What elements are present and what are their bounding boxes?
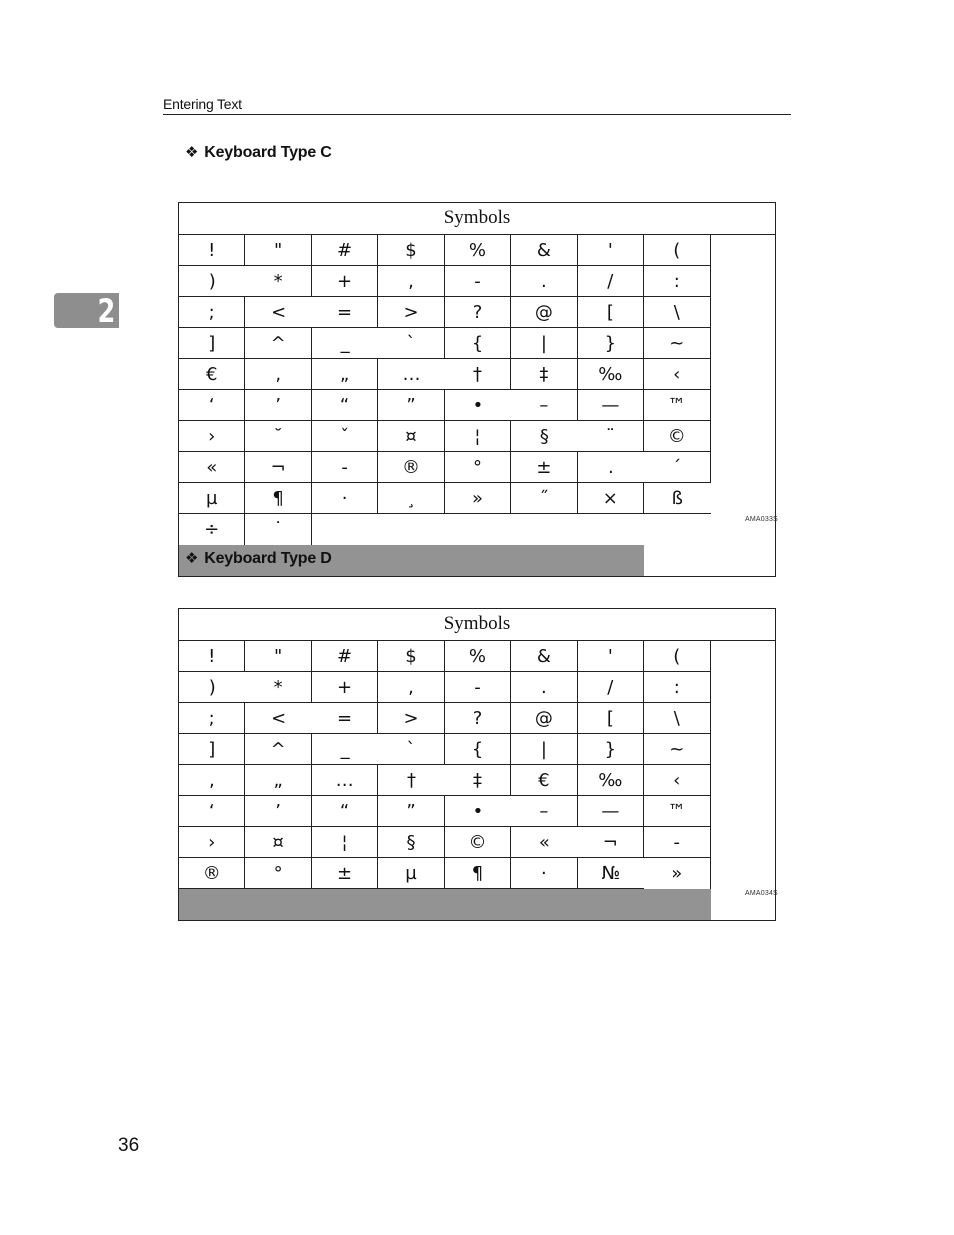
symbol-cell: ‚ [245,359,311,390]
symbol-cell: [ [578,703,644,734]
symbol-cell: ß [644,483,710,514]
symbol-cell: ‰ [578,359,644,390]
symbol-cell: " [245,641,311,672]
section-heading-type-c [185,143,332,162]
symbol-cell: · [312,483,378,514]
symbol-cell: › [179,421,245,452]
symbol-cell: ? [445,297,511,328]
symbol-cell: © [445,827,511,858]
symbol-cell: • [445,390,511,421]
symbol-cell: ! [179,641,245,672]
symbol-cell: – [511,796,577,827]
symbol-cell: } [578,328,644,359]
symbol-cell: ¸ [378,483,444,514]
symbol-cell: ¤ [378,421,444,452]
symbol-cell: ¤ [245,827,311,858]
symbol-cell: ¬ [578,827,644,858]
symbol-cell: ] [179,734,245,765]
header-rule [163,114,791,115]
symbol-cell: µ [179,483,245,514]
page-number: 36 [118,1135,140,1156]
symbol-cell: ¦ [445,421,511,452]
symbol-cell: ^ [245,734,311,765]
symbol-cell: ~ [644,328,710,359]
symbol-cell: ‚ [179,765,245,796]
symbol-cell: > [378,703,444,734]
symbol-cell: ” [378,390,444,421]
symbol-cell: @ [511,703,577,734]
symbol-cell: - [312,452,378,483]
symbol-cell: „ [245,765,311,796]
symbol-cell: ‘ [179,390,245,421]
symbol-cell: ¦ [312,827,378,858]
symbol-cell: _ [312,734,378,765]
symbol-cell: _ [312,328,378,359]
symbol-cell: ! [179,235,245,266]
symbol-cell: > [378,297,444,328]
running-header: Entering Text [163,96,242,112]
symbol-cell: … [378,359,444,390]
symbol-cell: ` [378,734,444,765]
symbol-cell: ± [511,452,577,483]
symbol-cell: « [511,827,577,858]
symbol-cell: µ [378,858,444,889]
symbol-cell: \ [644,297,710,328]
symbol-cell: “ [312,390,378,421]
symbols-table-type-c [178,202,776,577]
symbol-cell: € [511,765,577,796]
symbol-cell: / [578,266,644,297]
symbol-cell: ‹ [644,765,710,796]
symbol-cell: $ [378,235,444,266]
symbol-cell: * [245,266,311,297]
symbol-cell: , [378,266,444,297]
symbol-cell: — [578,390,644,421]
symbol-cell: = [312,297,378,328]
symbol-cell: ‹ [644,359,710,390]
symbol-cell: ± [312,858,378,889]
symbol-cell: % [445,235,511,266]
symbol-cell: + [312,266,378,297]
symbol-cell: ° [445,452,511,483]
symbol-cell: - [644,827,710,858]
symbol-cell: ? [445,703,511,734]
symbol-cell: = [312,703,378,734]
symbol-cell: : [644,672,710,703]
symbol-cell: » [644,858,710,889]
symbol-cell: × [578,483,644,514]
symbol-cell: ’ [245,796,311,827]
symbol-cell: ` [378,328,444,359]
symbol-cell: № [578,858,644,889]
symbol-cell: * [245,672,311,703]
symbol-cell: » [445,483,511,514]
symbol-cell: [ [578,297,644,328]
symbol-cell: § [378,827,444,858]
symbol-cell: — [578,796,644,827]
symbol-cell: ; [179,703,245,734]
symbol-cell: § [511,421,577,452]
symbol-cell: / [578,672,644,703]
symbol-cell: . [511,266,577,297]
symbol-cell: : [644,266,710,297]
section-heading-text: Keyboard Type D [204,550,332,567]
symbol-cell: " [245,235,311,266]
chapter-number: 2 [97,292,115,330]
section-heading-text: Keyboard Type C [204,144,332,161]
symbol-cell: ' [578,641,644,672]
symbol-cell: ° [245,858,311,889]
symbols-grid [179,235,775,576]
symbol-cell: & [511,641,577,672]
symbol-cell: ¶ [445,858,511,889]
symbol-cell: ® [378,452,444,483]
symbols-table-title: Symbols [179,203,775,235]
symbol-cell: „ [312,359,378,390]
symbol-cell: { [445,328,511,359]
figure-code: AMA033S [745,516,778,523]
chapter-tab [54,293,119,328]
symbol-cell: ( [644,235,710,266]
symbol-cell: | [511,328,577,359]
symbol-cell: ¬ [245,452,311,483]
symbol-cell: ‘ [179,796,245,827]
symbol-cell: ® [179,858,245,889]
symbol-cell: ) [179,266,245,297]
symbol-cell: + [312,672,378,703]
symbol-cell: . [578,452,644,483]
symbol-cell: ' [578,235,644,266]
symbol-cell: ( [644,641,710,672]
symbol-cell: – [511,390,577,421]
symbol-cell: # [312,641,378,672]
symbol-cell: « [179,452,245,483]
symbols-grid [179,641,775,920]
symbol-cell: ‰ [578,765,644,796]
symbol-cell: € [179,359,245,390]
symbol-cell: \ [644,703,710,734]
symbol-cell: ; [179,297,245,328]
symbol-cell: ˙ [245,514,311,545]
symbols-table-type-d [178,608,776,921]
symbol-cell: & [511,235,577,266]
symbol-cell: - [445,266,511,297]
symbol-cell: ‡ [511,359,577,390]
section-heading-type-d [185,549,332,568]
symbol-cell: % [445,641,511,672]
diamond-bullet-icon: ❖ [185,549,199,567]
symbol-cell: · [511,858,577,889]
symbol-cell: ÷ [179,514,245,545]
symbol-cell: < [245,297,311,328]
symbol-cell: ) [179,672,245,703]
diamond-bullet-icon: ❖ [185,143,199,161]
symbol-cell: † [445,359,511,390]
symbol-cell: ‡ [445,765,511,796]
symbol-cell: @ [511,297,577,328]
symbol-cell: ¶ [245,483,311,514]
symbol-cell: . [511,672,577,703]
symbol-cell: - [445,672,511,703]
symbol-cell: , [378,672,444,703]
symbol-cell: ˝ [511,483,577,514]
symbols-table-title: Symbols [179,609,775,641]
symbol-cell: ˘ [245,421,311,452]
symbol-cell: # [312,235,378,266]
symbol-cell: › [179,827,245,858]
symbol-cell: ™ [644,796,710,827]
symbol-cell: ™ [644,390,710,421]
symbol-cell: $ [378,641,444,672]
empty-cells-filler [179,889,711,920]
symbol-cell: ^ [245,328,311,359]
symbol-cell: ] [179,328,245,359]
symbol-cell: < [245,703,311,734]
symbol-cell: } [578,734,644,765]
symbol-cell: ’ [245,390,311,421]
symbol-cell: ~ [644,734,710,765]
symbol-cell: | [511,734,577,765]
symbol-cell: ¨ [578,421,644,452]
symbol-cell: “ [312,796,378,827]
symbol-cell: ´ [644,452,710,483]
symbol-cell: † [378,765,444,796]
symbol-cell: © [644,421,710,452]
symbol-cell: { [445,734,511,765]
symbol-cell: ” [378,796,444,827]
symbol-cell: … [312,765,378,796]
symbol-cell: • [445,796,511,827]
figure-code: AMA034S [745,890,778,897]
symbol-cell: ˇ [312,421,378,452]
